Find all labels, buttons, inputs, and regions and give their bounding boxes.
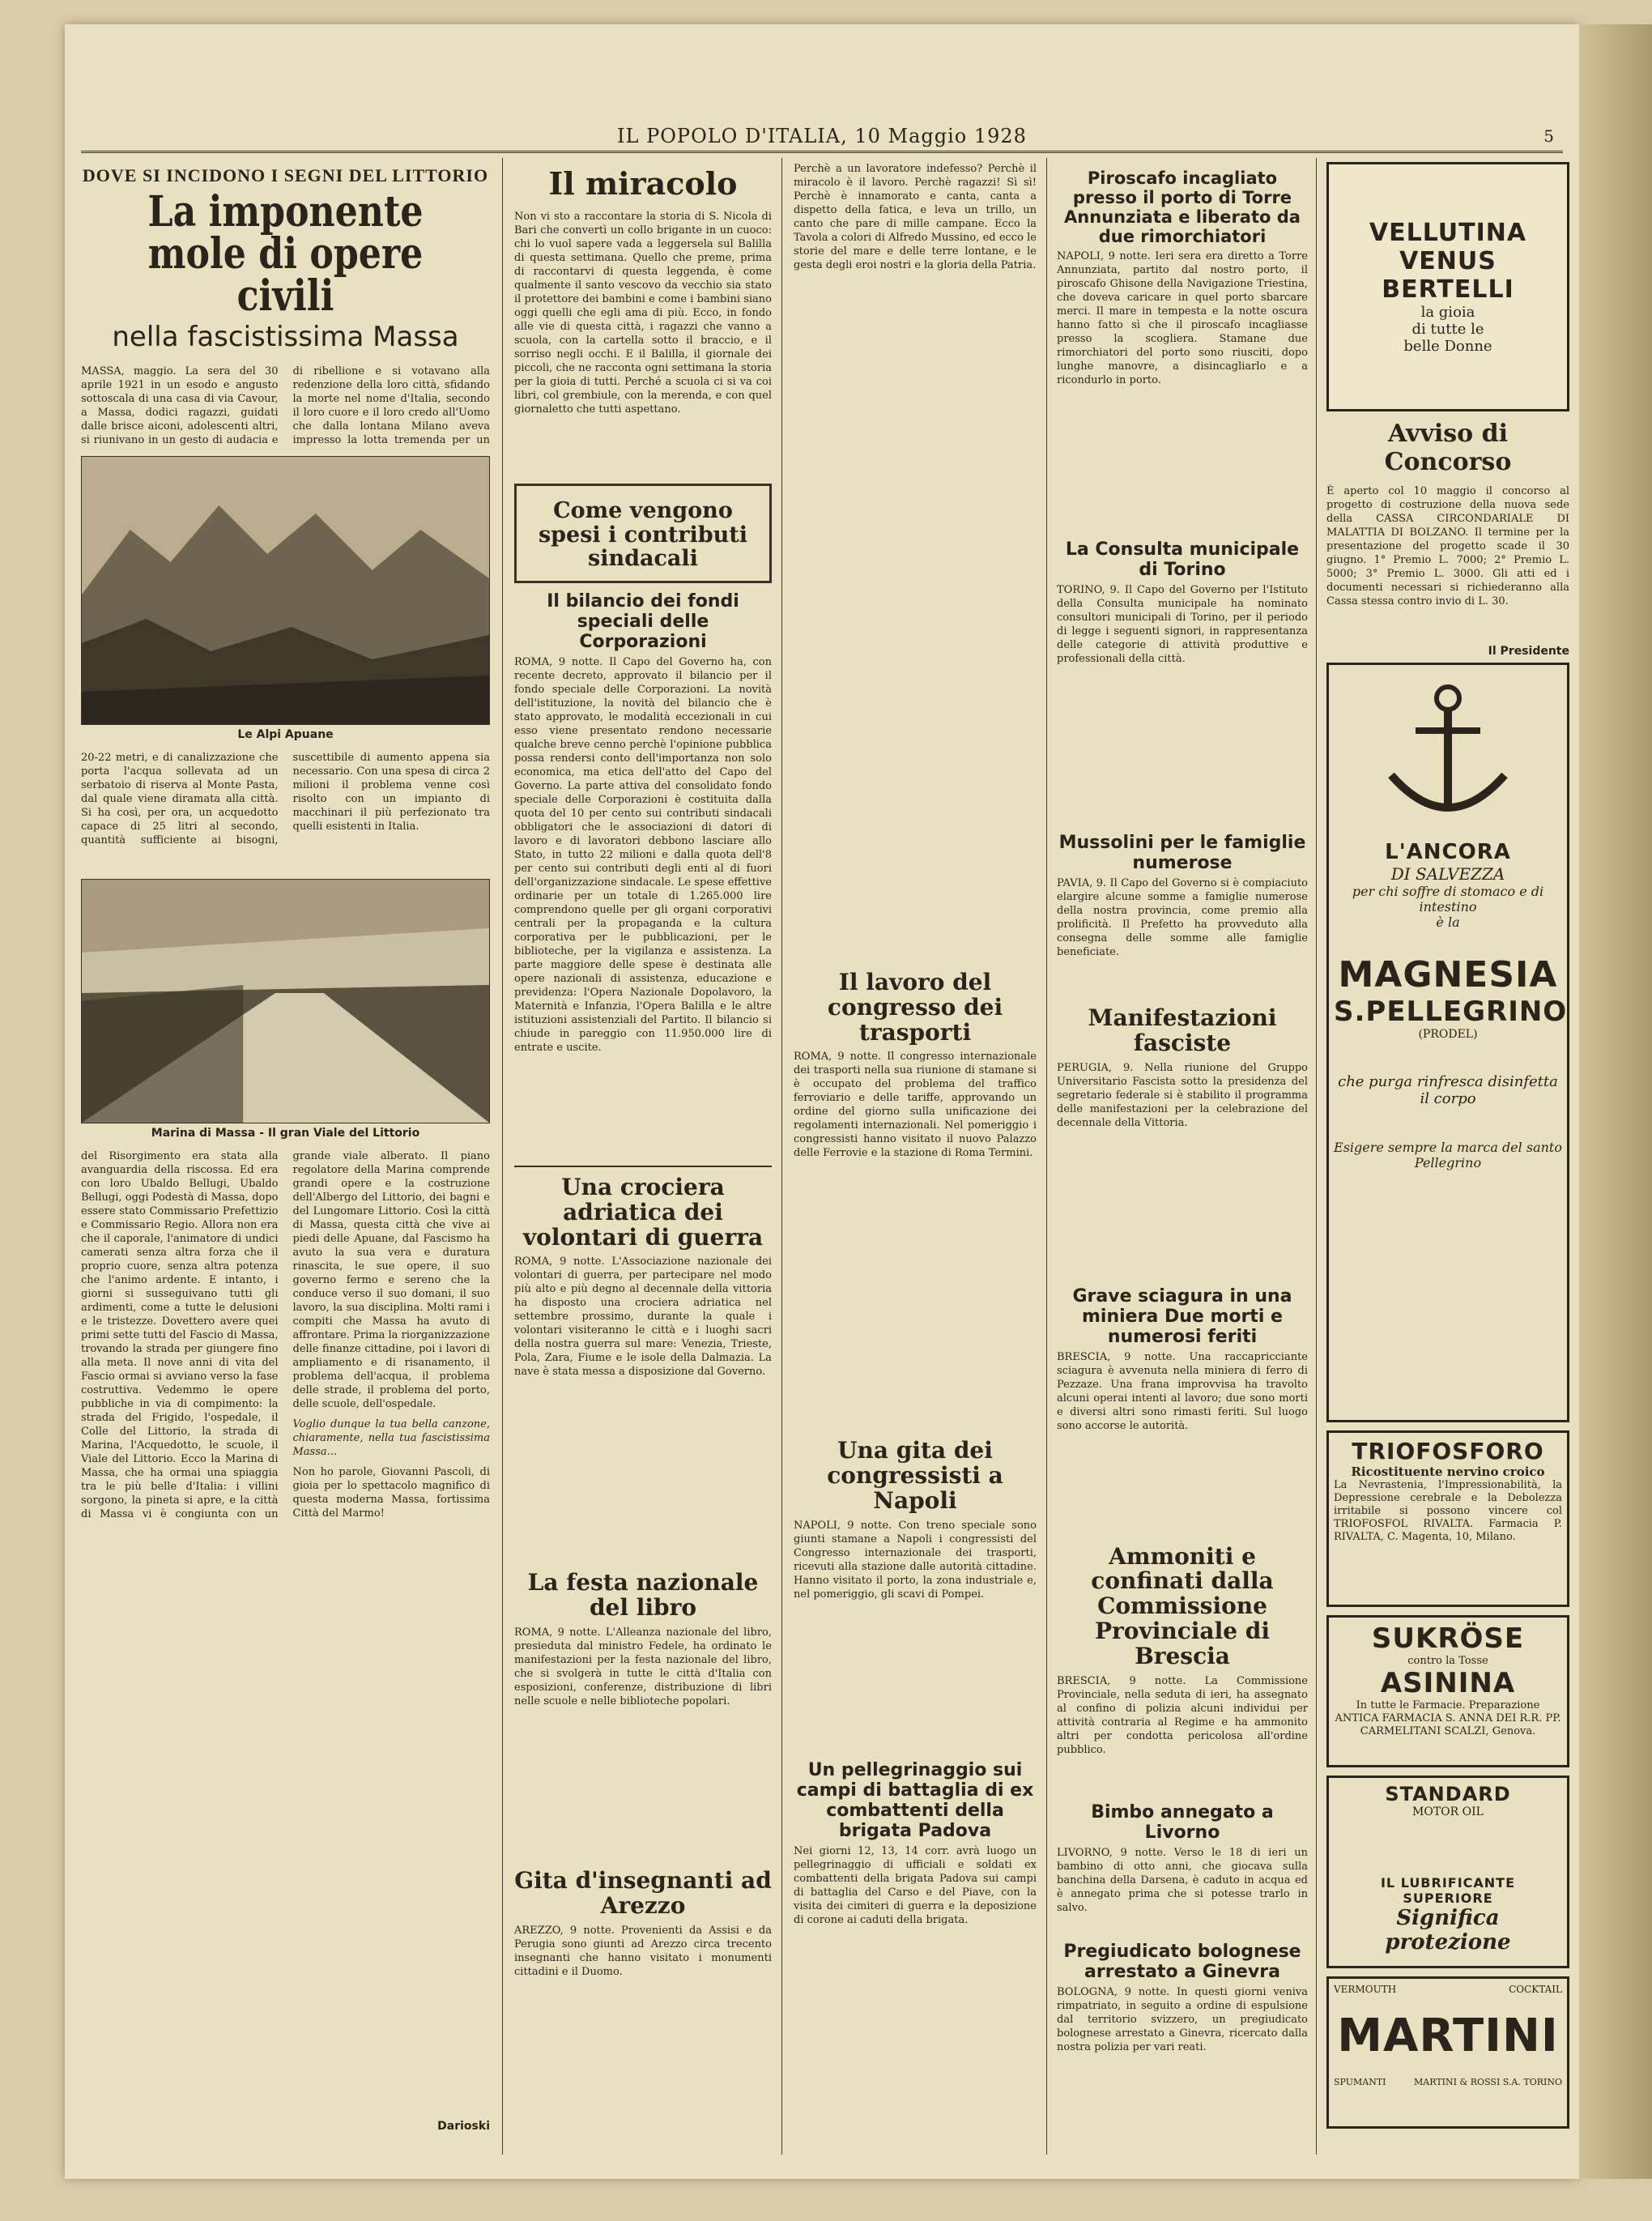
ad-text: ASININA — [1380, 1667, 1516, 1699]
napoli-title: Una gita dei congressisti a Napoli — [827, 1437, 1003, 1514]
ad-text: per chi soffre di stomaco e di intestino — [1352, 884, 1544, 914]
bolognese-text: BOLOGNA, 9 notte. In questi giorni veniva rimpatriato, in seguito a ordine di espulsione dal territorio svizzero, un pregiudicato bolognese arrestato a Ginevra, ricercato dalla nostra polizia per vari reati. — [1057, 1985, 1308, 2053]
avviso-text: È aperto col 10 maggio il concorso al progetto di costruzione della nuova sede della CASSA CIRCONDARIALE DI MALATTIA DI BOLZANO. Il termine per la presentazione del progetto scade il 30 giugno. 1° Premio L. 7000; 2° Premio L. 5000; 3° Premio L. 3000. Gli atti ed i documenti necessari si richiederanno alla Cassa stessa contro invio di L. 30. — [1326, 485, 1569, 607]
column-rule — [1316, 158, 1317, 2155]
consulta-title: La Consulta municipale di Torino — [1065, 539, 1300, 580]
mussolini-text: PAVIA, 9. Il Capo del Governo si è compiaciuto elargire alcune somme a famiglie numerose della nostra provincia, come premio alla prolificità. Il Prefetto ha provveduto alla consegna delle somme alle famiglie beneficiate. — [1057, 877, 1308, 958]
article-kicker: DOVE SI INCIDONO I SEGNI DEL LITTORIO — [82, 165, 489, 185]
consulta-text: TORINO, 9. Il Capo del Governo per l'Istituto della Consulta municipale ha nominato consultori municipali di Torino, per il periodo di legge i seguenti signori, in rappresentanza delle categorie di attività produttive e professionali della città. — [1057, 584, 1308, 665]
center-left-column — [514, 162, 772, 2155]
article-subhead: nella fascistissima Massa — [112, 321, 459, 353]
sindacali-text: ROMA, 9 notte. Il Capo del Governo ha, con recente decreto, approvato il bilancio per il fondo speciale delle Corporazioni. La novità dell'istituzione, la novità del bilancio che è stato approvato, le modalità eccezionali in cui esso viene presentato rendono necessarie qualche breve cenno perchè l'opinione pubblica possa rendersi conto dell'importanza non solo economica, ma etica dell'atto del Capo del Governo. La parte attiva del consolidato fondo speciale delle Corporazioni è costituita dalla quota del 10 per cento sui contributi sindacali obbligatori che le associazioni di datori di lavoro e di lavoratori debbono lasciare allo Stato, in tutto 22 milioni e dalla quota dell'8 per cento sui contributi degli enti al di fuori dell'organizzazione sindacale. Le spese effettive ordinarie per un totale di 1.265.000 lire comprendono quelle per gli organi corporativi centrali per la propaganda e la cultura corporativa per le pubblicazioni, per le biblioteche, per la vigilanza e assistenza. La parte maggiore delle spese è destinata alle opere nazionali di assistenza, educazione e previdenza: l'Opera Nazionale Dopolavoro, la Maternità e Infanzia, l'Opera Balilla e le altre istituzioni assistenziali del Partito. Il bilancio si chiude in pareggio con 11.950.000 lire di entrate e uscite. — [514, 656, 772, 1055]
bolognese-title: Pregiudicato bolognese arrestato a Ginevra — [1063, 1941, 1301, 1982]
arezzo-text: AREZZO, 9 notte. Provenienti da Assisi e da Perugia sono giunti ad Arezzo circa trecento insegnanti che hanno visitato i monumenti cittadini e il Duomo. — [514, 1924, 772, 1978]
ad-text: contro la Tosse — [1407, 1655, 1488, 1667]
avviso-signature: Il Presidente — [1488, 645, 1569, 658]
ad-standard-motor-oil — [1326, 1776, 1569, 1968]
napoli-text: NAPOLI, 9 notte. Con treno speciale sono giunti stamane a Napoli i congressisti del Congresso internazionale dei trasporti, ricevuti alla stazione dalle autorità cittadine. Hanno visitato il porto, la zona industriale e, nel pomeriggio, gli scavi di Pompei. — [794, 1519, 1037, 1601]
miracolo-continued: Perchè a un lavoratore indefesso? Perchè il miracolo è il lavoro. Perchè ragazzi! Sì sì! Perchè è innamorato e canta, canta a dispetto della fatica, e leva un trillo, un canto che pare di mille campane. Ecco la Tavola a colori di Alfredo Mussino, ed ecco le storie del mare e delle terre lontane, e le gesta degli eroi nostri e la gloria della Patria. — [794, 163, 1037, 271]
ad-triofosforo — [1326, 1430, 1569, 1607]
article-author: Darioski — [437, 2120, 490, 2133]
lavoro-title: Il lavoro del congresso dei trasporti — [827, 969, 1003, 1046]
column-rule — [502, 158, 503, 2155]
sciagura-title: Grave sciagura in una miniera Due morti e numerosi feriti — [1072, 1285, 1292, 1347]
ad-text: è la — [1436, 914, 1460, 930]
photo-caption: Marina di Massa - Il gran Viale del Littorio — [151, 1127, 420, 1140]
mussolini-title: Mussolini per le famiglie numerose — [1058, 833, 1306, 873]
sindacali-headline-box — [514, 484, 772, 583]
ammoniti-title: Ammoniti e confinati dalla Commissione Provinciale di Brescia — [1091, 1542, 1274, 1669]
ad-text: In tutte le Farmacie. Preparazione ANTICA FARMACIA S. ANNA DEI R.R. PP. CARMELITANI SCALZI, Genova. — [1335, 1699, 1561, 1737]
article-headline: La imponente mole di opere civili — [147, 187, 424, 321]
ad-sukrose — [1326, 1615, 1569, 1767]
ad-text: MARTINI — [1337, 2010, 1559, 2062]
ad-text: BERTELLI — [1382, 275, 1514, 304]
ad-text: VELLUTINA — [1369, 219, 1527, 247]
page-edge — [1579, 24, 1652, 2179]
sciagura-text: BRESCIA, 9 notte. Una raccapricciante sciagura è avvenuta nella miniera di ferro di Pezzaze. Una frana improvvisa ha travolto alcuni operai intenti al lavoro; due sono morti e diversi altri sono rimasti feriti. Sul luogo sono accorse le autorità. — [1057, 1350, 1308, 1432]
ad-text: L'ANCORA — [1385, 840, 1511, 864]
photo-caption: Le Alpi Apuane — [237, 728, 334, 741]
ad-text: belle Donne — [1403, 338, 1492, 355]
manifestazioni-text: PERUGIA, 9. Nella riunione del Gruppo Universitario Fascista sotto la presidenza del segretario federale si è stabilito il programma delle manifestazioni per la celebrazione del decennale della Vittoria. — [1057, 1061, 1308, 1129]
newspaper-dateline: IL POPOLO D'ITALIA, 10 Maggio 1928 — [617, 125, 1027, 147]
miracolo-text: Non vi sto a raccontare la storia di S. Nicola di Bari che convertì un collo brigante in un cuoco: chi lo vuol sapere vada a leggersela sul Balilla di questa settimana. Quello che preme, prima di raccontarvi di questa leggenda, è come qualmente il santo vescovo da vecchio sia stato il protettore dei bambini e come i bambini siano oggi quelli che egli ama di più. Ecco, in fondo alle vie di questa città, i ragazzi che vanno a scuola, con la cartella sotto il braccio, e il sorriso negli occhi. E il Balilla, il giornale dei piccoli, che ne racconta ogni settimana la storia per la gioia di tutti. Perché a scuola ci si va coi libri, col grembiule, con la merenda, e con quel giornaletto che tutti aspettano. — [514, 211, 772, 416]
miracolo-title: Il miracolo — [548, 165, 738, 202]
bimbo-title: Bimbo annegato a Livorno — [1091, 1801, 1274, 1843]
sindacali-title: Come vengono spesi i contributi sindacali — [538, 498, 748, 572]
ad-text: MAGNESIA — [1338, 954, 1558, 995]
photo-marina-di-massa — [81, 879, 490, 1123]
ad-text: di tutte le — [1411, 321, 1484, 338]
crociera-text: ROMA, 9 notte. L'Associazione nazionale dei volontari di guerra, per partecipare nel modo più alto e più degno al decennale della vittoria ha disposto una crociera adriatica nel settembre prossimo, durante la quale i volontari visiteranno le città e i luoghi sacri della nostra guerra sul mare: Venezia, Trieste, Pola, Zara, Fiume e le isole della Dalmazia. La nave è stata messa a disposizione dal Governo. — [514, 1255, 772, 1379]
article-body: del Risorgimento era stata alla avanguardia della riscossa. Ed era con loro Ubaldo Bellugi, Ubaldo Bellugi, oggi Podestà di Massa, dopo essere stato Commissario Prefettizio e Commissario Regio. Allora non era che il caporale, l'animatore di undici camerati senza altra forza che il proprio cuore, senza altra potenza che l'animo ardente. E intanto, i giorni si susseguivano tutti gli ardimenti, come a tutte le delusioni e le tristezze. Dovettero avere quei primi sette tutti del Fascio di Massa, trovando la strada per giungere fino alla meta. Il nove anni di vita del Fascio ormai si avviano verso la fase costruttiva. Vedemmo le opere pubbliche in via di compimento: la strada del Frigido, l'ospedale, il Colle del Littorio, la strada di Marina, l'Acquedotto, le scuole, il Viale del Littorio. Ecco la Marina di Massa, che ha ormai una spiaggia tra le più belle d'Italia: i villini sorgono, la pineta si apre, e la città di Massa vi è congiunta con un grande viale alberato. Il piano regolatore della Marina comprende grandi opere e la costruzione dell'Albergo del Littorio, dei bagni e del Lungomare Littorio. Così la città di Massa, questa città che vive ai piedi delle Apuane, dal Fascismo ha avuto la sua vera e duratura rinascita, le sue opere, il suo governo fermo e sereno che la conduce verso il suo domani, il suo lavoro, la sua disciplina. Molti rami i compiti che Massa ha avuto di affrontare. Prima la riorganizzazione delle finanze cittadine, poi i lavori di ampliamento e di risanamento, il problema dell'acqua, il problema delle strade, il problema del porto, delle scuole, dell'ospedale. — [81, 1150, 490, 1520]
news-column — [1057, 162, 1308, 2155]
page-number: 5 — [1543, 126, 1555, 146]
ad-text: TRIOFOSFORO — [1352, 1438, 1544, 1464]
ammoniti-text: BRESCIA, 9 notte. La Commissione Provinciale, nella seduta di ieri, ha assegnato al confino di polizia alcuni individui per attività contraria al Regime e ha ammonito altri per condotta pericolosa all'ordine pubblico. — [1057, 1674, 1308, 1756]
ad-text: Ricostituente nervino croico — [1351, 1464, 1545, 1479]
arezzo-title: Gita d'insegnanti ad Arezzo — [514, 1867, 772, 1919]
bimbo-text: LIVORNO, 9 notte. Verso le 18 di ieri un bambino di otto anni, che giocava sulla banchina della Darsena, è caduto in acqua ed è annegato prima che si potesse trarlo in salvo. — [1057, 1846, 1308, 1914]
libro-text: ROMA, 9 notte. L'Alleanza nazionale del libro, presieduta dal ministro Fedele, ha ordinato le manifestazioni per la festa nazionale del libro, che si svolgerà in tutte le città d'Italia con esposizioni, conferenze, distribuzione di libri nelle scuole e nelle biblioteche popolari. — [514, 1626, 772, 1708]
avviso-title: Avviso di Concorso — [1384, 420, 1512, 476]
ad-text: SPUMANTI — [1334, 2077, 1386, 2087]
center-column — [794, 162, 1037, 2155]
piroscafo-text: NAPOLI, 9 notte. Ieri sera era diretto a Torre Annunziata, partito dal nostro porto, il piroscafo Ghisone della Navigazione Triestina, che doveva caricare in quel porto sbarcare merci. Il mare in tempesta e la notte oscura hanno fatto sì che il piroscafo incagliasse presso la scogliera. Stamane due rimorchiatori del porto sono riusciti, dopo lunghe manovre, a disincagliarlo e a ricondurlo in porto. — [1057, 250, 1308, 386]
ad-text: DI SALVEZZA — [1390, 864, 1505, 884]
sindacali-subtitle: Il bilancio dei fondi speciali delle Corporazioni — [547, 591, 739, 653]
ad-text: (PRODEL) — [1418, 1028, 1478, 1041]
ads-column — [1326, 162, 1569, 2155]
lavoro-text: ROMA, 9 notte. Il congresso internazionale dei trasporti nella sua riunione di stamane si è occupato del problema del traffico ferroviario e delle tariffe, approvando un ordine del giorno sulla unificazione dei regolamenti internazionali. Nel pomeriggio i congressisti hanno visitato il nuovo Palazzo delle Ferrovie e la stazione di Roma Termini. — [794, 1051, 1037, 1160]
anchor-icon — [1334, 670, 1562, 840]
article-lead-continued: 20-22 metri, e di canalizzazione che porta l'acqua sollevata ad un serbatoio di riserva al Monte Pasta, dal quale viene diramata alla città. Si ha così, per ora, un acquedotto capace di 25 litri al secondo, quantità sufficiente ai bisogni, suscettibile di aumento appena sia necessario. Con una spesa di circa 2 milioni il problema venne così risolto con un impianto di macchinari il più perfezionato tra quelli esistenti in Italia. — [81, 752, 490, 846]
article-closing: Non ho parole, Giovanni Pascoli, di gioia per lo spettacolo magnifico di questa moderna Massa, fortissima Città del Marmo! — [292, 1466, 490, 1520]
ad-text: IL LUBRIFICANTE SUPERIORE — [1380, 1875, 1516, 1906]
ad-text: MOTOR OIL — [1412, 1805, 1484, 1818]
ad-text: che purga rinfresca disinfetta il corpo — [1338, 1073, 1558, 1107]
photo-alpi-apuane — [81, 456, 490, 725]
ad-text: la gioia — [1420, 304, 1475, 321]
ad-text: VENUS — [1399, 247, 1497, 275]
column-rule — [1046, 158, 1047, 2155]
ad-text: La Nevrastenia, l'Impressionabilità, la Depressione cerebrale e la Debolezza irritabile si possono vincere col TRIOFOSFOL RIVALTA. Farmacia P. RIVALTA, C. Magenta, 10, Milano. — [1334, 1479, 1562, 1543]
page-header — [81, 121, 1563, 153]
ad-text: Esigere sempre la marca del santo Pellegrino — [1334, 1140, 1562, 1170]
piroscafo-title: Piroscafo incagliato presso il porto di Torre Annunziata e liberato da due rimorchiatori — [1064, 168, 1301, 246]
manifestazioni-title: Manifestazioni fasciste — [1088, 1004, 1277, 1056]
ad-martini — [1326, 1976, 1569, 2129]
pellegrinaggio-title: Un pellegrinaggio sui campi di battaglia di ex combattenti della brigata Padova — [796, 1759, 1034, 1841]
article-lead: MASSA, maggio. La sera del 30 aprile 1921 in un esodo e angusto sottoscala di una casa di via Cavour, a Massa, dodici ragazzi, guidati dalle brisce aiconi, adolescenti altri, si riunivano in un gesto di audacia e di ribellione e si votavano alla redenzione della loro città, sfidando la morte nel nome d'Italia, secondo il loro cuore e il loro credo all'Uomo che dalla lontana Milano aveva impresso la lotta tremenda per un — [81, 365, 490, 446]
libro-title: La festa nazionale del libro — [527, 1569, 759, 1622]
article-poem: Voglio dunque la tua bella canzone, chiaramente, nella tua fascistissima Massa... — [292, 1418, 490, 1458]
ad-text: COCKTAIL — [1509, 1984, 1562, 1995]
ad-text: MARTINI & ROSSI S.A. TORINO — [1414, 2077, 1562, 2087]
ad-text: Significa protezione — [1385, 1906, 1511, 1955]
ad-text: S.PELLEGRINO — [1334, 995, 1568, 1028]
ad-magnesia-san-pellegrino — [1326, 663, 1569, 1422]
crociera-title: Una crociera adriatica dei volontari di guerra — [522, 1174, 764, 1251]
ad-text: STANDARD — [1385, 1783, 1511, 1805]
ad-text: SUKRÖSE — [1371, 1622, 1525, 1655]
pellegrinaggio-text: Nei giorni 12, 13, 14 corr. avrà luogo un pellegrinaggio di ufficiali e soldati ex combattenti della brigata Padova sui campi di battaglia del Carso e del Piave, con la visita dei cimiteri di guerra e la deposizione di corone ai caduti della brigata. — [794, 1844, 1037, 1926]
newspaper-page — [65, 24, 1579, 2179]
massa-article — [81, 162, 490, 2155]
column-rule — [781, 158, 782, 2155]
ad-vellutina-venus — [1326, 162, 1569, 411]
ad-text: VERMOUTH — [1334, 1984, 1397, 1995]
